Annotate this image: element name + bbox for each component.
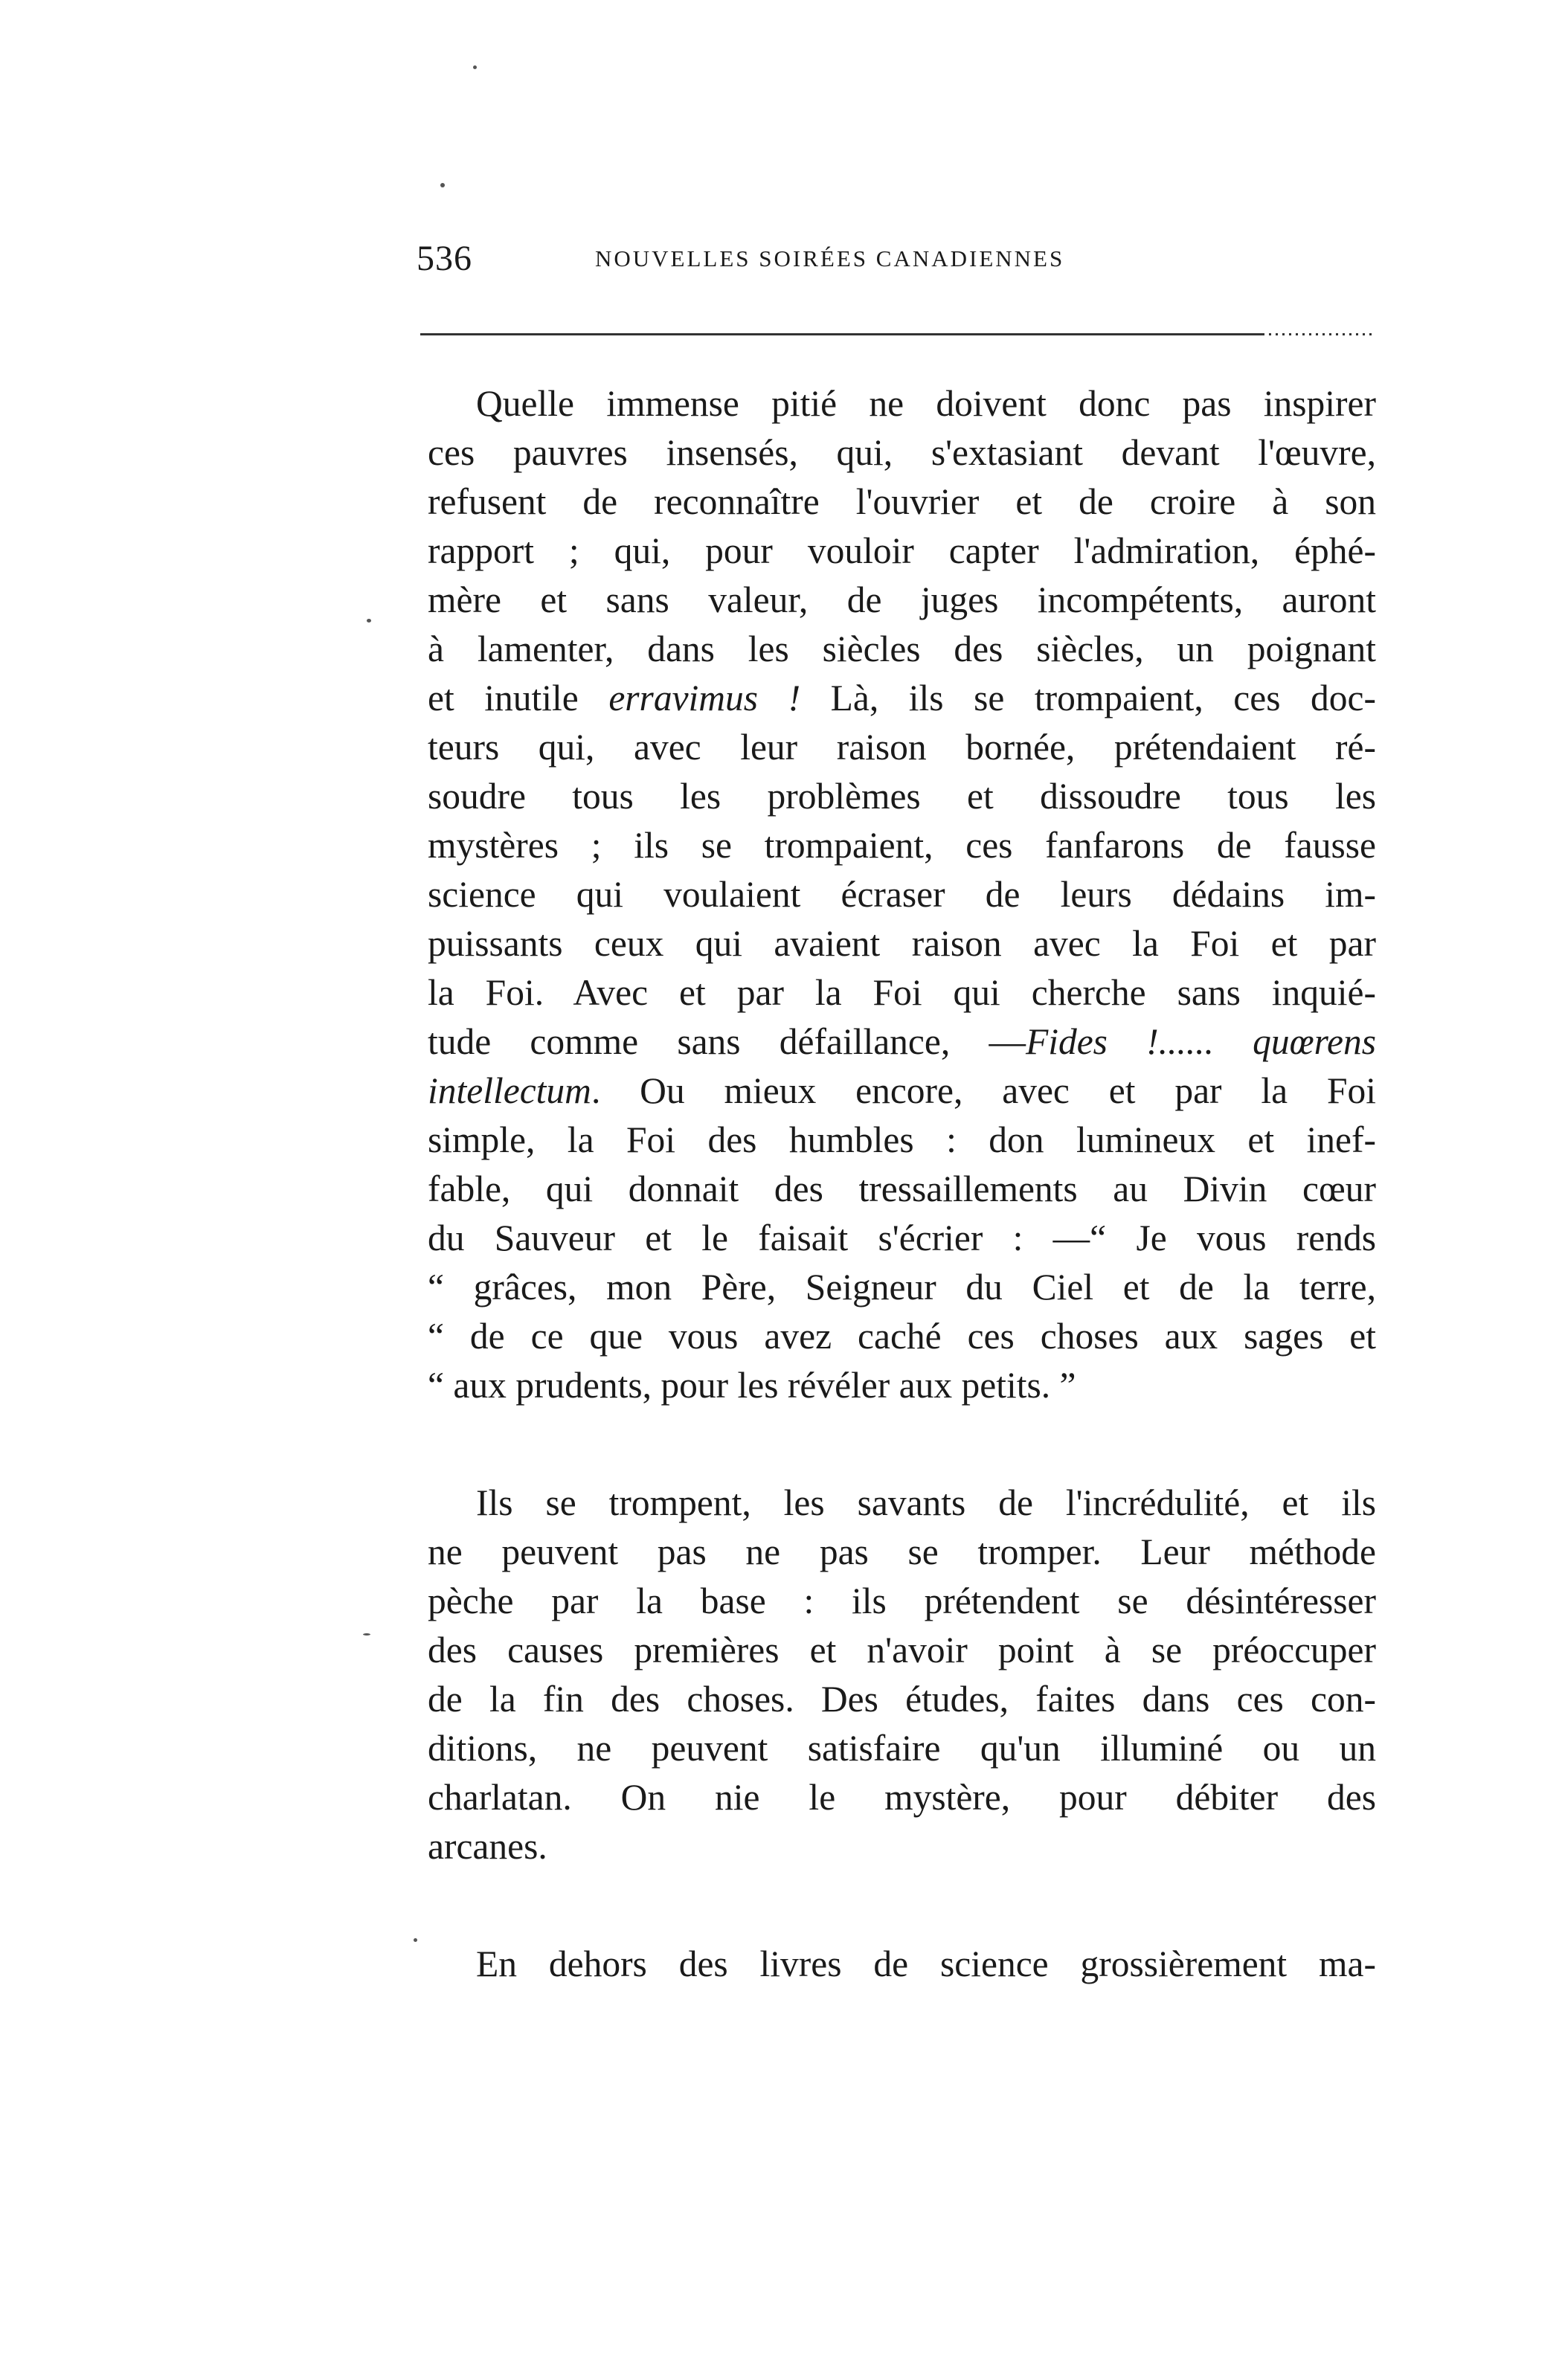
- text-line: intellectum. Ou mieux encore, avec et par la Foi: [428, 1070, 1376, 1111]
- text-line: ne peuvent pas ne pas se tromper. Leur méthode: [428, 1531, 1376, 1572]
- paragraph-gap: [428, 1410, 1376, 1479]
- text-line: teurs qui, avec leur raison bornée, prétendaient ré-: [428, 727, 1376, 768]
- text-line: Quelle immense pitié ne doivent donc pas inspirer: [476, 383, 1376, 424]
- text-line: du Sauveur et le faisait s'écrier : —“ Je vous rends: [428, 1218, 1376, 1258]
- paragraph: [428, 379, 1376, 1410]
- text-line: charlatan. On nie le mystère, pour débiter des: [428, 1777, 1376, 1818]
- italic-text: erravimus !: [608, 678, 801, 718]
- text-line: “ aux prudents, pour les révéler aux petits. ”: [428, 1365, 1076, 1406]
- paragraph-gap: [428, 1871, 1376, 1940]
- text-line: des causes premières et n'avoir point à se préoccuper: [428, 1630, 1376, 1670]
- body-text: [428, 379, 1376, 1989]
- text-line: rapport ; qui, pour vouloir capter l'admiration, éphé-: [428, 530, 1376, 571]
- print-speck: [367, 619, 371, 623]
- text-line: à lamenter, dans les siècles des siècles, un poignant: [428, 628, 1376, 669]
- print-speck: [363, 1633, 370, 1636]
- italic-text: Fides !...... quœrens: [1025, 1021, 1376, 1062]
- header-rule-dashed-end: [1264, 333, 1376, 335]
- text-line: mère et sans valeur, de juges incompétents, auront: [428, 579, 1376, 620]
- page-number: 536: [417, 239, 472, 278]
- text-line: soudre tous les problèmes et dissoudre tous les: [428, 776, 1376, 817]
- text-line: la Foi. Avec et par la Foi qui cherche sans inquié-: [428, 972, 1376, 1013]
- text-line: arcanes.: [428, 1826, 547, 1867]
- text-line: Ils se trompent, les savants de l'incrédulité, et ils: [476, 1482, 1376, 1523]
- text-line: “ de ce que vous avez caché ces choses aux sages et: [428, 1316, 1376, 1357]
- text-line: de la fin des choses. Des études, faites dans ces con-: [428, 1679, 1376, 1720]
- text-line: mystères ; ils se trompaient, ces fanfarons de fausse: [428, 825, 1376, 866]
- text-line: simple, la Foi des humbles : don lumineux et inef-: [428, 1119, 1376, 1160]
- text-line: science qui voulaient écraser de leurs dédains im-: [428, 874, 1376, 915]
- paragraph: [428, 1940, 1376, 1989]
- text-line: pèche par la base : ils prétendent se désintéresser: [428, 1580, 1376, 1621]
- text-line: fable, qui donnait des tressaillements au Divin cœur: [428, 1168, 1376, 1209]
- text-line: tude comme sans défaillance, —Fides !...... quœrens: [428, 1021, 1376, 1062]
- print-speck: [414, 1938, 417, 1942]
- print-speck: [440, 183, 445, 187]
- text-line: En dehors des livres de science grossièrement ma-: [476, 1943, 1376, 1984]
- italic-text: intellectum: [428, 1070, 591, 1111]
- paragraph: [428, 1479, 1376, 1871]
- text-line: ditions, ne peuvent satisfaire qu'un illuminé ou un: [428, 1728, 1376, 1769]
- header-rule: [420, 333, 1376, 335]
- running-title: NOUVELLES SOIRÉES CANADIENNES: [595, 245, 1065, 271]
- text-line: refusent de reconnaître l'ouvrier et de croire à son: [428, 481, 1376, 522]
- text-line: puissants ceux qui avaient raison avec la Foi et par: [428, 923, 1376, 964]
- page-header: [417, 238, 1383, 298]
- text-line: ces pauvres insensés, qui, s'extasiant devant l'œuvre,: [428, 432, 1376, 473]
- text-line: et inutile erravimus ! Là, ils se trompaient, ces doc-: [428, 678, 1376, 718]
- text-line: “ grâces, mon Père, Seigneur du Ciel et de la terre,: [428, 1267, 1376, 1308]
- print-speck: [473, 65, 477, 69]
